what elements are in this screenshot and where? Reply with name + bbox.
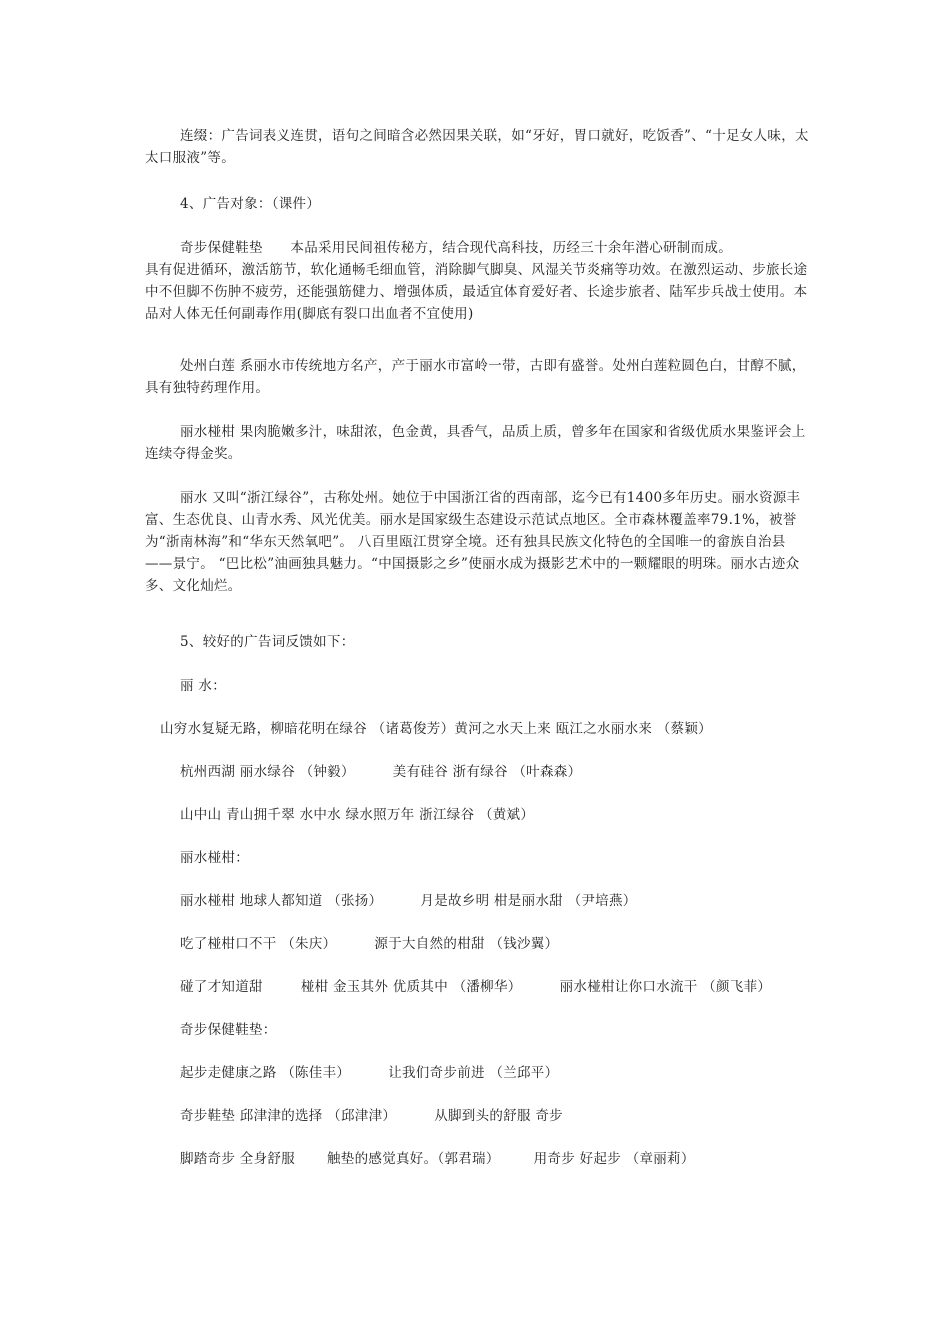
slogan: 源于大自然的柑甜 （钱沙翼） [374,936,559,952]
lishui-slogan-line-3: 山中山 青山拥千翠 水中水 绿水照万年 浙江绿谷 （黄斌） [180,807,535,823]
slogan: 触垫的感觉真好。（郭君瑞） [327,1151,500,1167]
ganju-slogan-line-1 [180,890,637,912]
slogan: 黄河之水天上来 瓯江之水丽水来 （蔡颖） [454,721,712,737]
slogan: 从脚到头的舒服 奇步 [434,1108,563,1124]
paragraph-insole-body: 具有促进循环，激活筋节，软化通畅毛细血管，消除脚气脚臭、风湿关节炎痛等功效。在激烈运动、步旅长途中不但脚不伤肿不疲劳，还能强筋健力、增强体质，最适宜体育爱好者、长途步旅者、陆军步兵战士使用。本品对人体无任何副毒作用(脚底有裂口出血者不宜使用) [145,262,808,322]
slogan: 脚踏奇步 全身舒服 [180,1151,295,1167]
slogan: 碰了才知道甜 [180,979,263,995]
insole-heading: 奇步保健鞋垫： [180,1022,277,1038]
slogan: 山穷水复疑无路，柳暗花明在绿谷 （诸葛俊芳） [160,721,455,737]
paragraph-white-lotus: 处州白莲 系丽水市传统地方名产，产于丽水市富岭一带，古即有盛誉。处州白莲粒圆色白，甘醇不腻，具有独特药理作用。 [145,358,806,396]
insole-slogan-line-2 [180,1105,563,1127]
slogan: 月是故乡明 柑是丽水甜 （尹培燕） [420,893,637,909]
slogan: 奇步鞋垫 邱津津的选择 （邱津津） [180,1108,397,1124]
slogan: 丽水椪柑 地球人都知道 （张扬） [180,893,383,909]
slogan: 用奇步 好起步 （章丽莉） [533,1151,695,1167]
paragraph-coherence: 连缀：广告词表义连贯，语句之间暗含必然因果关联，如“牙好，胃口就好，吃饭香”、“十足女人味，太太口服液”等。 [145,128,809,166]
slogan: 吃了椪柑口不干 （朱庆） [180,936,337,952]
slogan: 杭州西湖 丽水绿谷 （钟毅） [180,764,355,780]
ganju-heading: 丽水椪柑： [180,850,249,866]
ganju-slogan-line-3 [180,976,771,998]
insole-slogan-line-3 [180,1148,695,1170]
slogan: 丽水椪柑让你口水流干 （颜飞菲） [559,979,772,995]
lishui-slogan-line-2 [180,761,581,783]
insole-slogan-line-1 [180,1062,558,1084]
paragraph-ganju: 丽水椪柑 果肉脆嫩多汁，味甜浓，色金黄，具香气，品质上质，曾多年在国家和省级优质水果鉴评会上连续夺得金奖。 [145,424,806,462]
slogan: 美有硅谷 浙有绿谷 （叶森森） [392,764,582,780]
paragraph-lishui: 丽水 又叫“浙江绿谷”，古称处州。她位于中国浙江省的西南部，迄今已有1400多年历史。丽水资源丰富、生态优良、山青水秀、风光优美。丽水是国家级生态建设示范试点地区。全市森林覆盖率79.1%，被誉为“浙南林海”和“华东天然氧吧”。 八百里瓯江贯穿全境。还有独具民族文化特色的全国唯一的畲族自治县——景宁。 “巴比松”油画独具魅力。“中国摄影之乡”使丽水成为摄影艺术中的一颗耀眼的明珠。丽水古迹众多、文化灿烂。 [145,490,801,594]
slogan: 椪柑 金玉其外 优质其中 （潘柳华） [300,979,522,995]
slogan: 让我们奇步前进 （兰邱平） [388,1065,559,1081]
lishui-slogan-line-1 [160,718,712,740]
section-5-heading: 5、较好的广告词反馈如下： [180,634,355,650]
slogan: 起步走健康之路 （陈佳丰） [180,1065,351,1081]
ganju-slogan-line-2 [180,933,558,955]
lishui-heading: 丽 水： [180,678,226,694]
paragraph-insole-intro: 奇步保健鞋垫 本品采用民间祖传秘方，结合现代高科技，历经三十余年潜心研制而成。 [180,240,732,256]
section-4-heading: 4、广告对象：（课件） [180,196,321,212]
